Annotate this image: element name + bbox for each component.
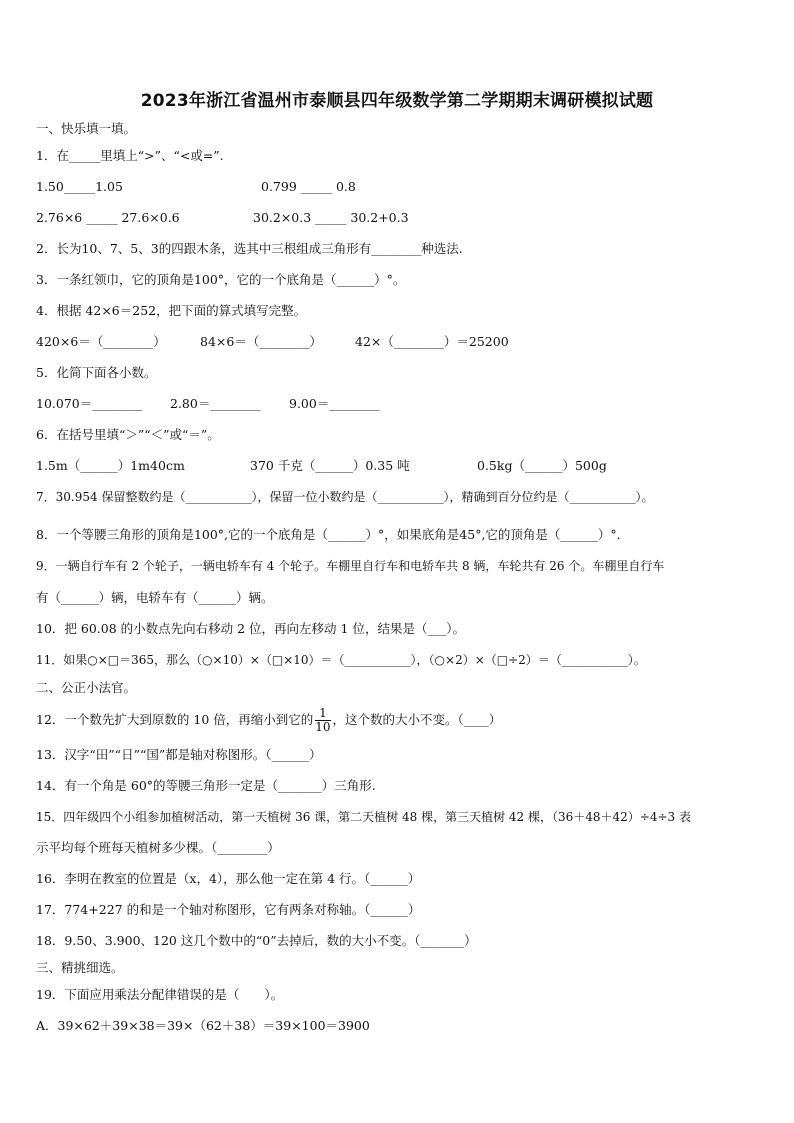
section-heading-true-false: 二、公正小法官。	[36, 680, 137, 695]
question-1-item-d: 30.2×0.3 _____ 30.2+0.3	[253, 210, 409, 225]
question-6-stem: 6．在括号里填“＞”“＜”或“＝”。	[36, 427, 220, 442]
question-5-item-b: 2.80＝________	[170, 396, 261, 411]
question-11: 11．如果○×□＝365，那么（○×10）×（□×10）＝（___________），（○×2）×（□÷2）＝（___________）。	[36, 653, 646, 667]
fraction-denominator: 10	[315, 720, 331, 734]
question-19-option-a: A．39×62＋39×38＝39×（62＋38）＝39×100＝3900	[36, 1018, 370, 1033]
question-2: 2．长为10、7、5、3的四跟木条，选其中三根组成三角形有________种选法.	[36, 241, 463, 256]
question-6-item-b: 370 千克（______）0.35 吨	[250, 458, 410, 473]
question-14: 14．有一个角是 60°的等腰三角形一定是（_______）三角形.	[36, 778, 376, 793]
question-15-line-1: 15．四年级四个小组参加植树活动，第一天植树 36 课，第二天植树 48 棵，第三天植树 42 棵，（36＋48＋42）÷4÷3 表	[36, 810, 691, 824]
question-9-line-2: 有（______）辆，电轿车有（______）辆。	[36, 590, 274, 605]
question-12	[36, 706, 501, 734]
question-10: 10．把 60.08 的小数点先向右移动 2 位，再向左移动 1 位，结果是（___）。	[36, 621, 465, 636]
question-5-item-a: 10.070＝________	[36, 396, 143, 411]
fraction-numerator: 1	[315, 707, 330, 721]
question-5-stem: 5．化简下面各小数。	[36, 365, 157, 380]
question-9-line-1: 9．一辆自行车有 2 个轮子，一辆电轿车有 4 个轮子。车棚里自行车和电轿车共 8 辆，车轮共有 26 个。车棚里自行车	[36, 559, 665, 573]
page-title: 2023年浙江省温州市泰顺县四年级数学第二学期期末调研模拟试题	[140, 91, 654, 111]
question-13: 13．汉字“田”“日”“国”都是轴对称图形。（______）	[36, 747, 322, 762]
question-1-item-c: 2.76×6 _____ 27.6×0.6	[36, 210, 180, 225]
section-heading-multiple-choice: 三、精挑细选。	[36, 960, 124, 975]
question-5-item-c: 9.00＝________	[289, 396, 380, 411]
question-1-item-a: 1.50_____1.05	[36, 179, 123, 194]
question-3: 3．一条红领巾，它的顶角是100°，它的一个底角是（______）°。	[36, 272, 406, 287]
question-18: 18．9.50、3.900、120 这几个数中的“0”去掉后，数的大小不变。（_______）	[36, 933, 477, 948]
question-6-item-c: 0.5kg（______）500g	[477, 458, 607, 473]
question-12-text-before: 12．一个数先扩大到原数的 10 倍，再缩小到它的	[36, 712, 314, 727]
question-4-stem: 4．根据 42×6＝252，把下面的算式填写完整。	[36, 303, 307, 318]
question-12-text-after: ，这个数的大小不变。（____）	[332, 712, 502, 727]
question-8: 8．一个等腰三角形的顶角是100°,它的一个底角是（______）°，如果底角是45°,它的顶角是（______）°.	[36, 527, 621, 542]
question-1-item-b: 0.799 _____ 0.8	[261, 179, 356, 194]
question-16: 16．李明在教室的位置是（x，4），那么他一定在第 4 行。（______）	[36, 871, 421, 886]
question-4-item-b: 84×6＝（________）	[200, 334, 322, 349]
fraction-one-tenth	[315, 707, 330, 734]
question-1-stem: 1．在_____里填上“>”、“<或=”.	[36, 148, 224, 163]
question-15-line-2: 示平均每个班每天植树多少棵。（________）	[36, 840, 280, 855]
question-17: 17．774+227 的和是一个轴对称图形，它有两条对称轴。（______）	[36, 902, 421, 917]
question-7: 7．30.954 保留整数约是（___________），保留一位小数约是（___________），精确到百分位约是（___________）。	[36, 490, 654, 504]
question-4-item-c: 42×（________）＝25200	[355, 334, 509, 349]
question-19-stem: 19．下面应用乘法分配律错误的是（ ）。	[36, 987, 284, 1002]
section-heading-fill-blanks: 一、快乐填一填。	[36, 121, 137, 136]
question-6-item-a: 1.5m（______）1m40cm	[36, 458, 185, 473]
question-4-item-a: 420×6＝（________）	[36, 334, 166, 349]
